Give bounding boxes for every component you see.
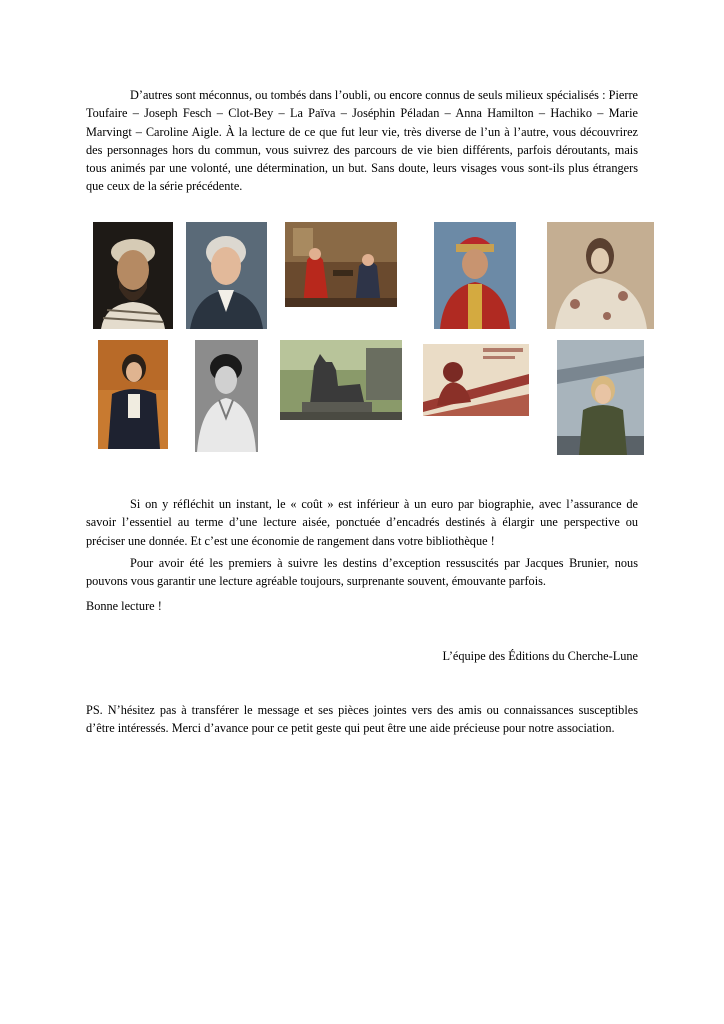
portrait-la-paiva — [434, 222, 516, 329]
portrait-icon — [195, 340, 258, 452]
portrait-josephin-peladan — [547, 222, 654, 329]
portrait-icon — [98, 340, 168, 449]
photo-hachiko-statue — [280, 340, 402, 420]
aviator-icon — [423, 344, 529, 416]
guarantee-paragraph: Pour avoir été les premiers à suivre les destins d’exception ressuscités par Jacques Brunier, nous pouvons vous garantir une lecture agréable toujours, surprenante souvent, émouvante parfois. — [86, 555, 638, 589]
body-section — [86, 495, 638, 616]
signature: L’équipe des Éditions du Cherche-Lune — [442, 649, 638, 663]
intro-text: D’autres sont méconnus, ou tombés dans l’oubli, ou encore connus de seuls milieux spécialisés : Pierre Toufaire – Joseph Fesch – Clot-Bey – La Païva – Joséphin Péladan – Anna Hamilton – Hachiko – Marie Marvingt – Caroline Aigle. À la lecture de ce que fut leur vie, très diverse de l’un à l’autre, vous découvrirez des personnages hors du commun, vous suivrez des parcours de vie bien différents, parfois déroutants, mais tous animés par une volonté, une détermination, un but. Sans doute, leurs visages vous sont-ils plus étrangers que ceux de la série précédente. — [86, 88, 638, 194]
dog-statue-icon — [280, 340, 402, 420]
ps-paragraph — [86, 701, 638, 738]
portrait-icon — [547, 222, 654, 329]
photo-caroline-aigle — [557, 340, 644, 455]
portrait-pierre-toufaire — [93, 222, 173, 329]
portrait-anna-hamilton — [98, 340, 168, 449]
pilot-icon — [557, 340, 644, 455]
portrait-icon — [285, 222, 397, 307]
portrait-icon — [434, 222, 516, 329]
portrait-icon — [93, 222, 173, 329]
portrait-joseph-fesch — [186, 222, 267, 329]
ps-text: PS. N’hésitez pas à transférer le message et ses pièces jointes vers des amis ou connaissances susceptibles d’être intéressés. Merci d’avance pour ce petit geste qui peut être une aide précieuse pour notre association. — [86, 703, 638, 736]
photo-marie-marvingt — [423, 344, 529, 416]
portrait-anna-hamilton-photo — [195, 340, 258, 452]
closing-line: Bonne lecture ! — [86, 599, 162, 614]
intro-paragraph — [86, 86, 638, 196]
portrait-icon — [186, 222, 267, 329]
cost-paragraph: Si on y réfléchit un instant, le « coût » est inférieur à un euro par biographie, avec l’assurance de savoir l’essentiel au terme d’une lecture aisée, ponctuée d’encadrés destinés à élargir une perspective ou préciser une donnée. Et c’est une économie de rangement dans votre bibliothèque ! — [86, 497, 638, 548]
portrait-clot-bey-scene — [285, 222, 397, 307]
